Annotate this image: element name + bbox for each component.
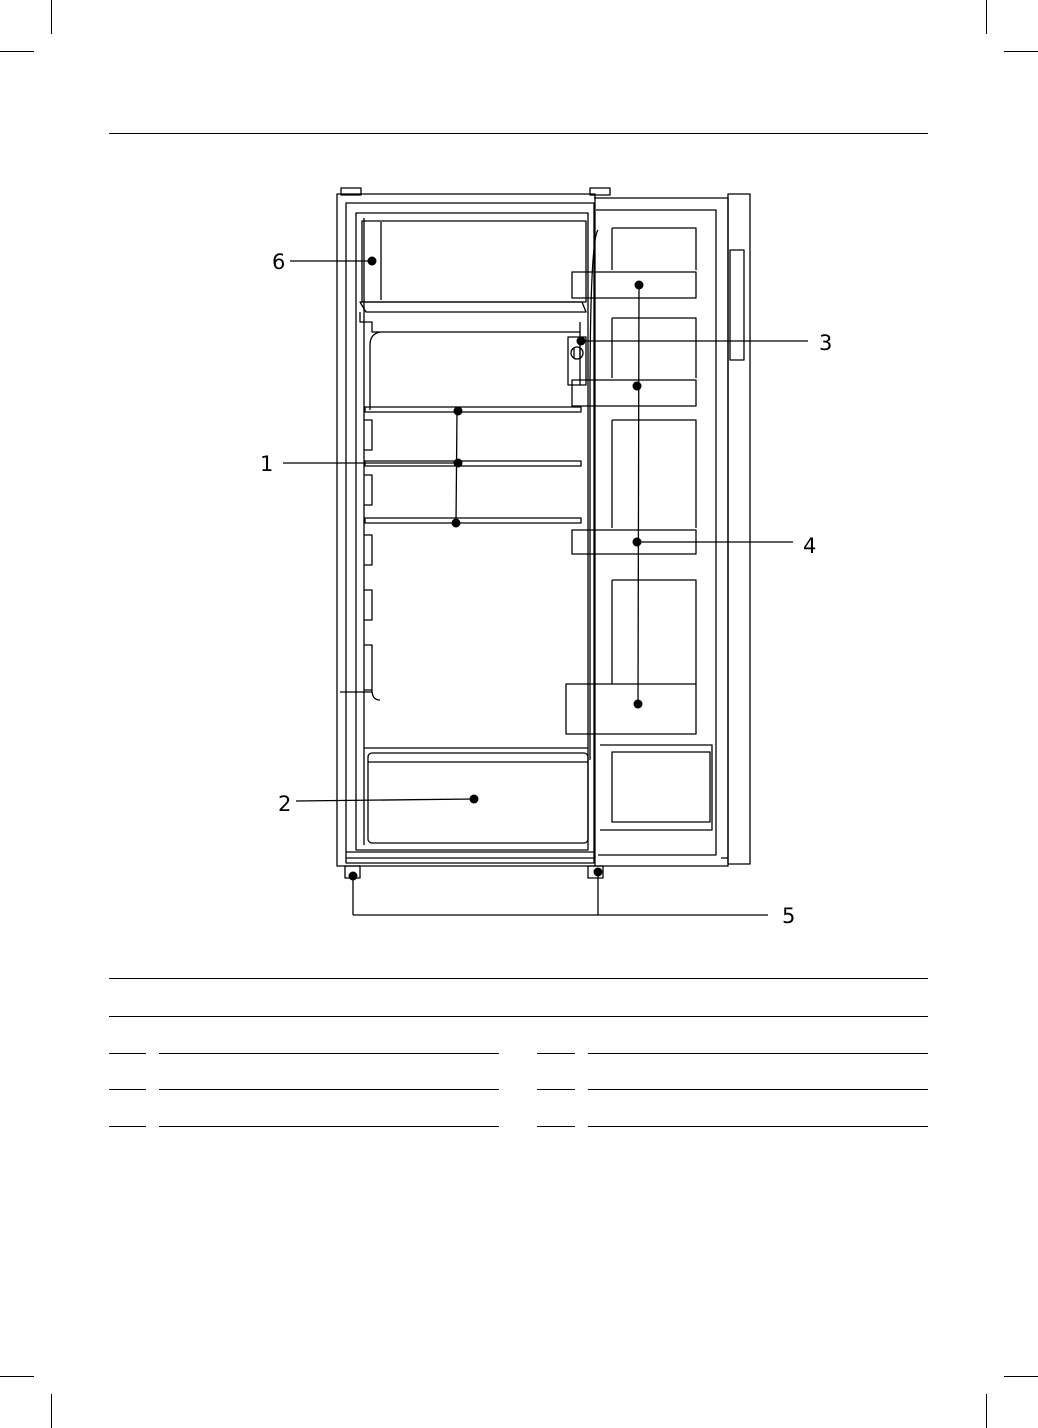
callout-dots <box>349 257 644 881</box>
table-row-left-3-name <box>159 1126 499 1127</box>
table-header-rule <box>109 1016 928 1017</box>
freezer-compartment <box>362 221 586 302</box>
table-row-left-1-name <box>159 1053 499 1054</box>
table-row-left-2-num <box>109 1089 146 1090</box>
callout-label-2: 2 <box>278 792 292 816</box>
freezer-drip-tray <box>360 302 586 312</box>
table-row-right-3-name <box>588 1126 928 1127</box>
table-row-right-2-num <box>537 1089 575 1090</box>
table-row-right-2-name <box>588 1089 928 1090</box>
callout-label-1: 1 <box>260 452 274 476</box>
door-bin-4 <box>566 684 696 734</box>
table-row-left-3-num <box>109 1126 146 1127</box>
table-row-right-1-num <box>537 1053 575 1054</box>
callout-label-3: 3 <box>819 331 833 355</box>
door-bin-1 <box>572 272 696 298</box>
interior-liner <box>356 213 588 850</box>
door-handle <box>730 250 744 360</box>
shelf-top <box>365 407 581 412</box>
callout-label-6: 6 <box>272 250 286 274</box>
cabinet-outer <box>337 194 595 866</box>
table-row-right-3-num <box>537 1126 575 1127</box>
callout-label-4: 4 <box>803 534 817 558</box>
table-row-left-1-num <box>109 1053 146 1054</box>
callout-label-5: 5 <box>782 904 796 928</box>
shelf-bottom <box>365 518 581 523</box>
door-edge <box>728 194 750 864</box>
table-top-rule <box>109 978 928 979</box>
door-inner-liner <box>596 210 716 855</box>
thermostat-knob <box>571 347 583 359</box>
table-row-right-1-name <box>588 1053 928 1054</box>
table-row-left-2-name <box>159 1089 499 1090</box>
